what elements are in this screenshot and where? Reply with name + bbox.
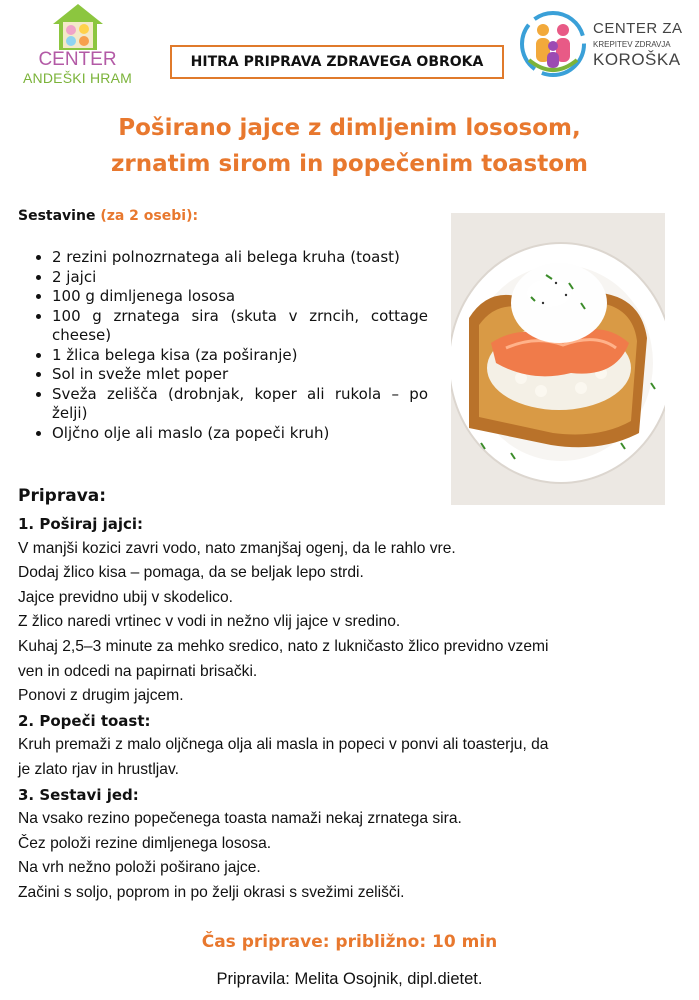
ingredients-servings: (za 2 osebi): bbox=[100, 208, 199, 224]
logo-left-line2: ANDEŠKI HRAM bbox=[23, 70, 132, 86]
step-title: 3. Sestavi jed: bbox=[18, 785, 139, 804]
step-line: Začini s soljo, poprom in po želji okrasi s svežimi zelišči. bbox=[18, 883, 405, 901]
ingredient-item: • 100 g zrnatega sira (skuta v zrncih, cottage cheese) bbox=[52, 307, 428, 346]
house-logo-icon bbox=[51, 2, 105, 52]
recipe-title-line1: Poširano jajce z dimljenim lososom, bbox=[118, 115, 581, 141]
step-line: Z žlico naredi vrtinec v vodi in nežno vlij jajce v sredino. bbox=[18, 613, 401, 631]
step-line: Na vsako rezino popečenega toasta namaži nekaj zrnatega sira. bbox=[18, 810, 462, 828]
logo-right-line3: KOROŠKA bbox=[593, 50, 681, 69]
ingredients-heading bbox=[18, 208, 198, 224]
preparation-steps bbox=[18, 512, 686, 906]
step-line: Čez položi rezine dimljenega lososa. bbox=[18, 834, 272, 852]
logo-right-line1: CENTER ZA bbox=[593, 20, 683, 37]
recipe-title bbox=[0, 110, 699, 182]
ingredient-item: • 100 g dimljenega lososa bbox=[52, 287, 428, 307]
step-line: Kuhaj 2,5–3 minute za mehko sredico, nato z lukničasto žlico previdno vzemi bbox=[18, 637, 549, 655]
step-line: Ponovi z drugim jajcem. bbox=[18, 687, 184, 705]
step-line: ven in odcedi na papirnati brisački. bbox=[18, 662, 258, 680]
logo-right-line2: KREPITEV ZDRAVJA bbox=[593, 40, 671, 49]
dish-photo bbox=[451, 213, 665, 505]
ingredient-item: • 2 rezini polnozrnatega ali belega kruha (toast) bbox=[52, 248, 428, 268]
preparation-time: Čas priprave: približno: 10 min bbox=[201, 932, 498, 952]
recipe-title-line2: zrnatim sirom in popečenim toastom bbox=[111, 151, 588, 177]
logo-center-za-krepitev-zdravja bbox=[519, 10, 689, 80]
step-line: je zlato rjav in hrustljav. bbox=[18, 760, 179, 778]
ingredients-heading-text: Sestavine bbox=[18, 208, 96, 224]
step-line: Na vrh nežno položi poširano jajce. bbox=[18, 859, 261, 877]
ingredient-item: • 1 žlica belega kisa (za poširanje) bbox=[52, 346, 428, 366]
ingredient-item: • Sol in sveže mlet poper bbox=[52, 365, 428, 385]
logo-center-andeski-hram bbox=[10, 2, 145, 98]
family-logo-icon bbox=[519, 10, 587, 78]
step-title: 1. Poširaj jajci: bbox=[18, 515, 144, 533]
ingredients-list bbox=[30, 248, 428, 443]
header-banner: HITRA PRIPRAVA ZDRAVEGA OBROKA bbox=[170, 45, 504, 79]
step-line: Jajce previdno ubij v skodelico. bbox=[18, 588, 233, 606]
step-line: Kruh premaži z malo oljčnega olja ali masla in popeci v ponvi ali toasterju, da bbox=[18, 736, 549, 754]
ingredient-item: • 2 jajci bbox=[52, 268, 428, 288]
step-line: V manjši kozici zavri vodo, nato zmanjšaj ogenj, da le rahlo vre. bbox=[18, 539, 456, 557]
ingredient-item: • Sveža zelišča (drobnjak, koper ali rukola – po želji) bbox=[52, 385, 428, 424]
ingredient-item: • Oljčno olje ali maslo (za popeči kruh) bbox=[52, 424, 428, 444]
step-line: Dodaj žlico kisa – pomaga, da se beljak lepo strdi. bbox=[18, 564, 364, 582]
logo-left-line1: CENTER bbox=[38, 49, 117, 70]
step-title: 2. Popeči toast: bbox=[18, 711, 151, 730]
preparation-heading: Priprava: bbox=[18, 486, 107, 506]
author-credit: Pripravila: Melita Osojnik, dipl.dietet. bbox=[216, 970, 483, 988]
